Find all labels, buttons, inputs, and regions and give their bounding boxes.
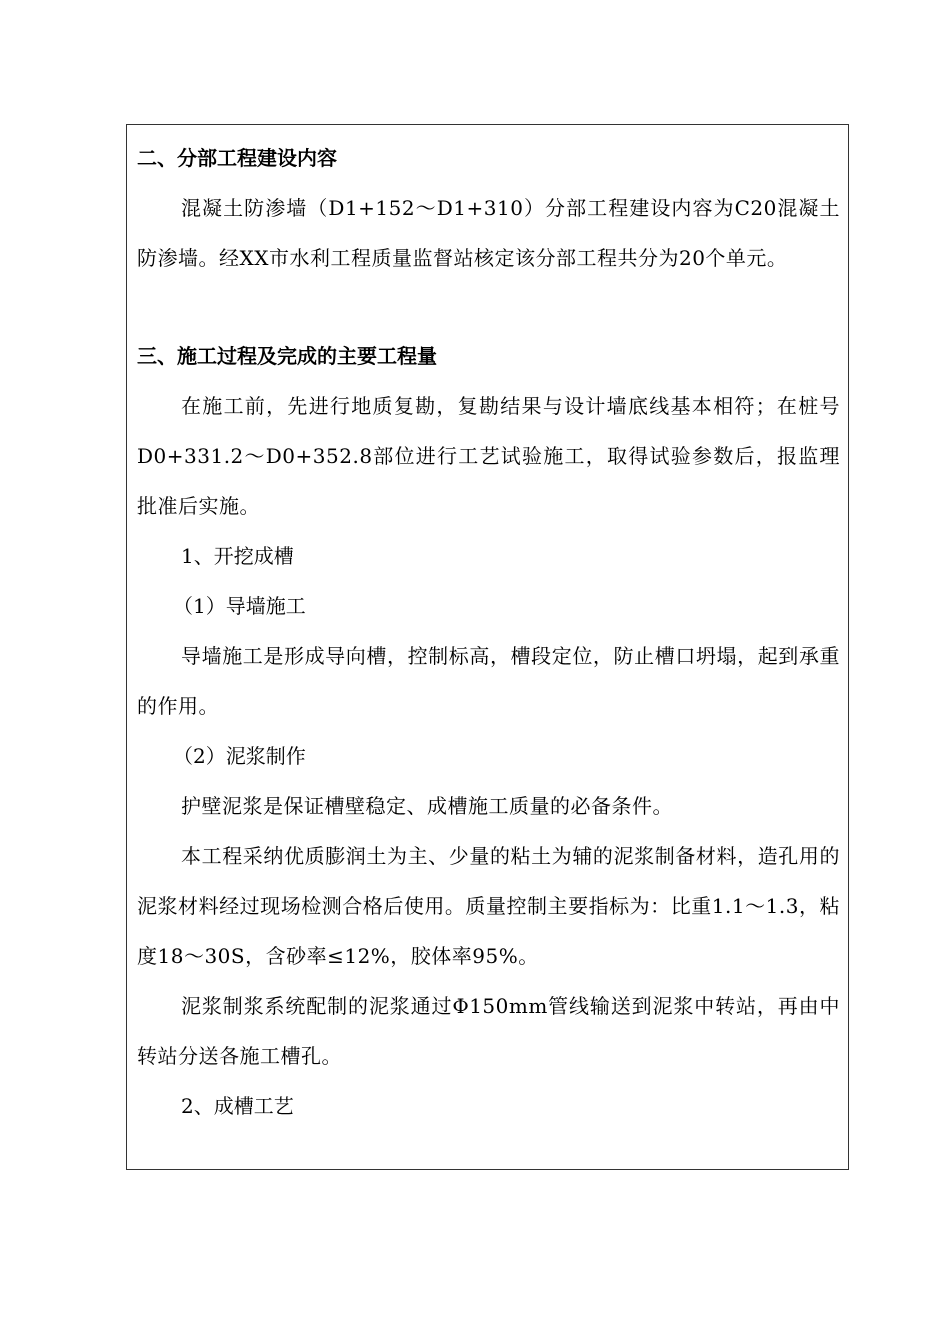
sub-2-title: （2）泥浆制作 xyxy=(173,744,306,768)
sub-2-text-3: 泥浆制浆系统配制的泥浆通过Φ150mm管线输送到泥浆中转站，再由中转站分送各施工槽孔。 xyxy=(137,994,840,1068)
section-3-intro: 在施工前，先进行地质复勘，复勘结果与设计墙底线基本相符；在桩号D0+331.2～D0+352.8部位进行工艺试验施工，取得试验参数后，报监理批准后实施。 xyxy=(137,394,840,518)
section-2-paragraph: 混凝土防渗墙（D1+152～D1+310）分部工程建设内容为C20混凝土防渗墙。经XX市水利工程质量监督站核定该分部工程共分为20个单元。 xyxy=(137,196,840,270)
sub-2-text-1: 护壁泥浆是保证槽壁稳定、成槽施工质量的必备条件。 xyxy=(181,794,673,818)
document-frame xyxy=(126,124,849,1170)
item-1-title: 1、开挖成槽 xyxy=(181,544,294,568)
sub-2-text-2: 本工程采纳优质膨润土为主、少量的粘土为辅的泥浆制备材料，造孔用的泥浆材料经过现场检测合格后使用。质量控制主要指标为：比重1.1～1.3，粘度18～30S，含砂率≤12%，胶体率95%。 xyxy=(137,844,840,968)
section-3-heading: 三、施工过程及完成的主要工程量 xyxy=(137,344,437,368)
section-2-heading: 二、分部工程建设内容 xyxy=(137,146,337,170)
item-2-title: 2、成槽工艺 xyxy=(181,1094,294,1118)
sub-1-title: （1）导墙施工 xyxy=(173,594,306,618)
sub-1-text: 导墙施工是形成导向槽，控制标高，槽段定位，防止槽口坍塌，起到承重的作用。 xyxy=(137,644,840,718)
section-gap xyxy=(137,283,840,331)
